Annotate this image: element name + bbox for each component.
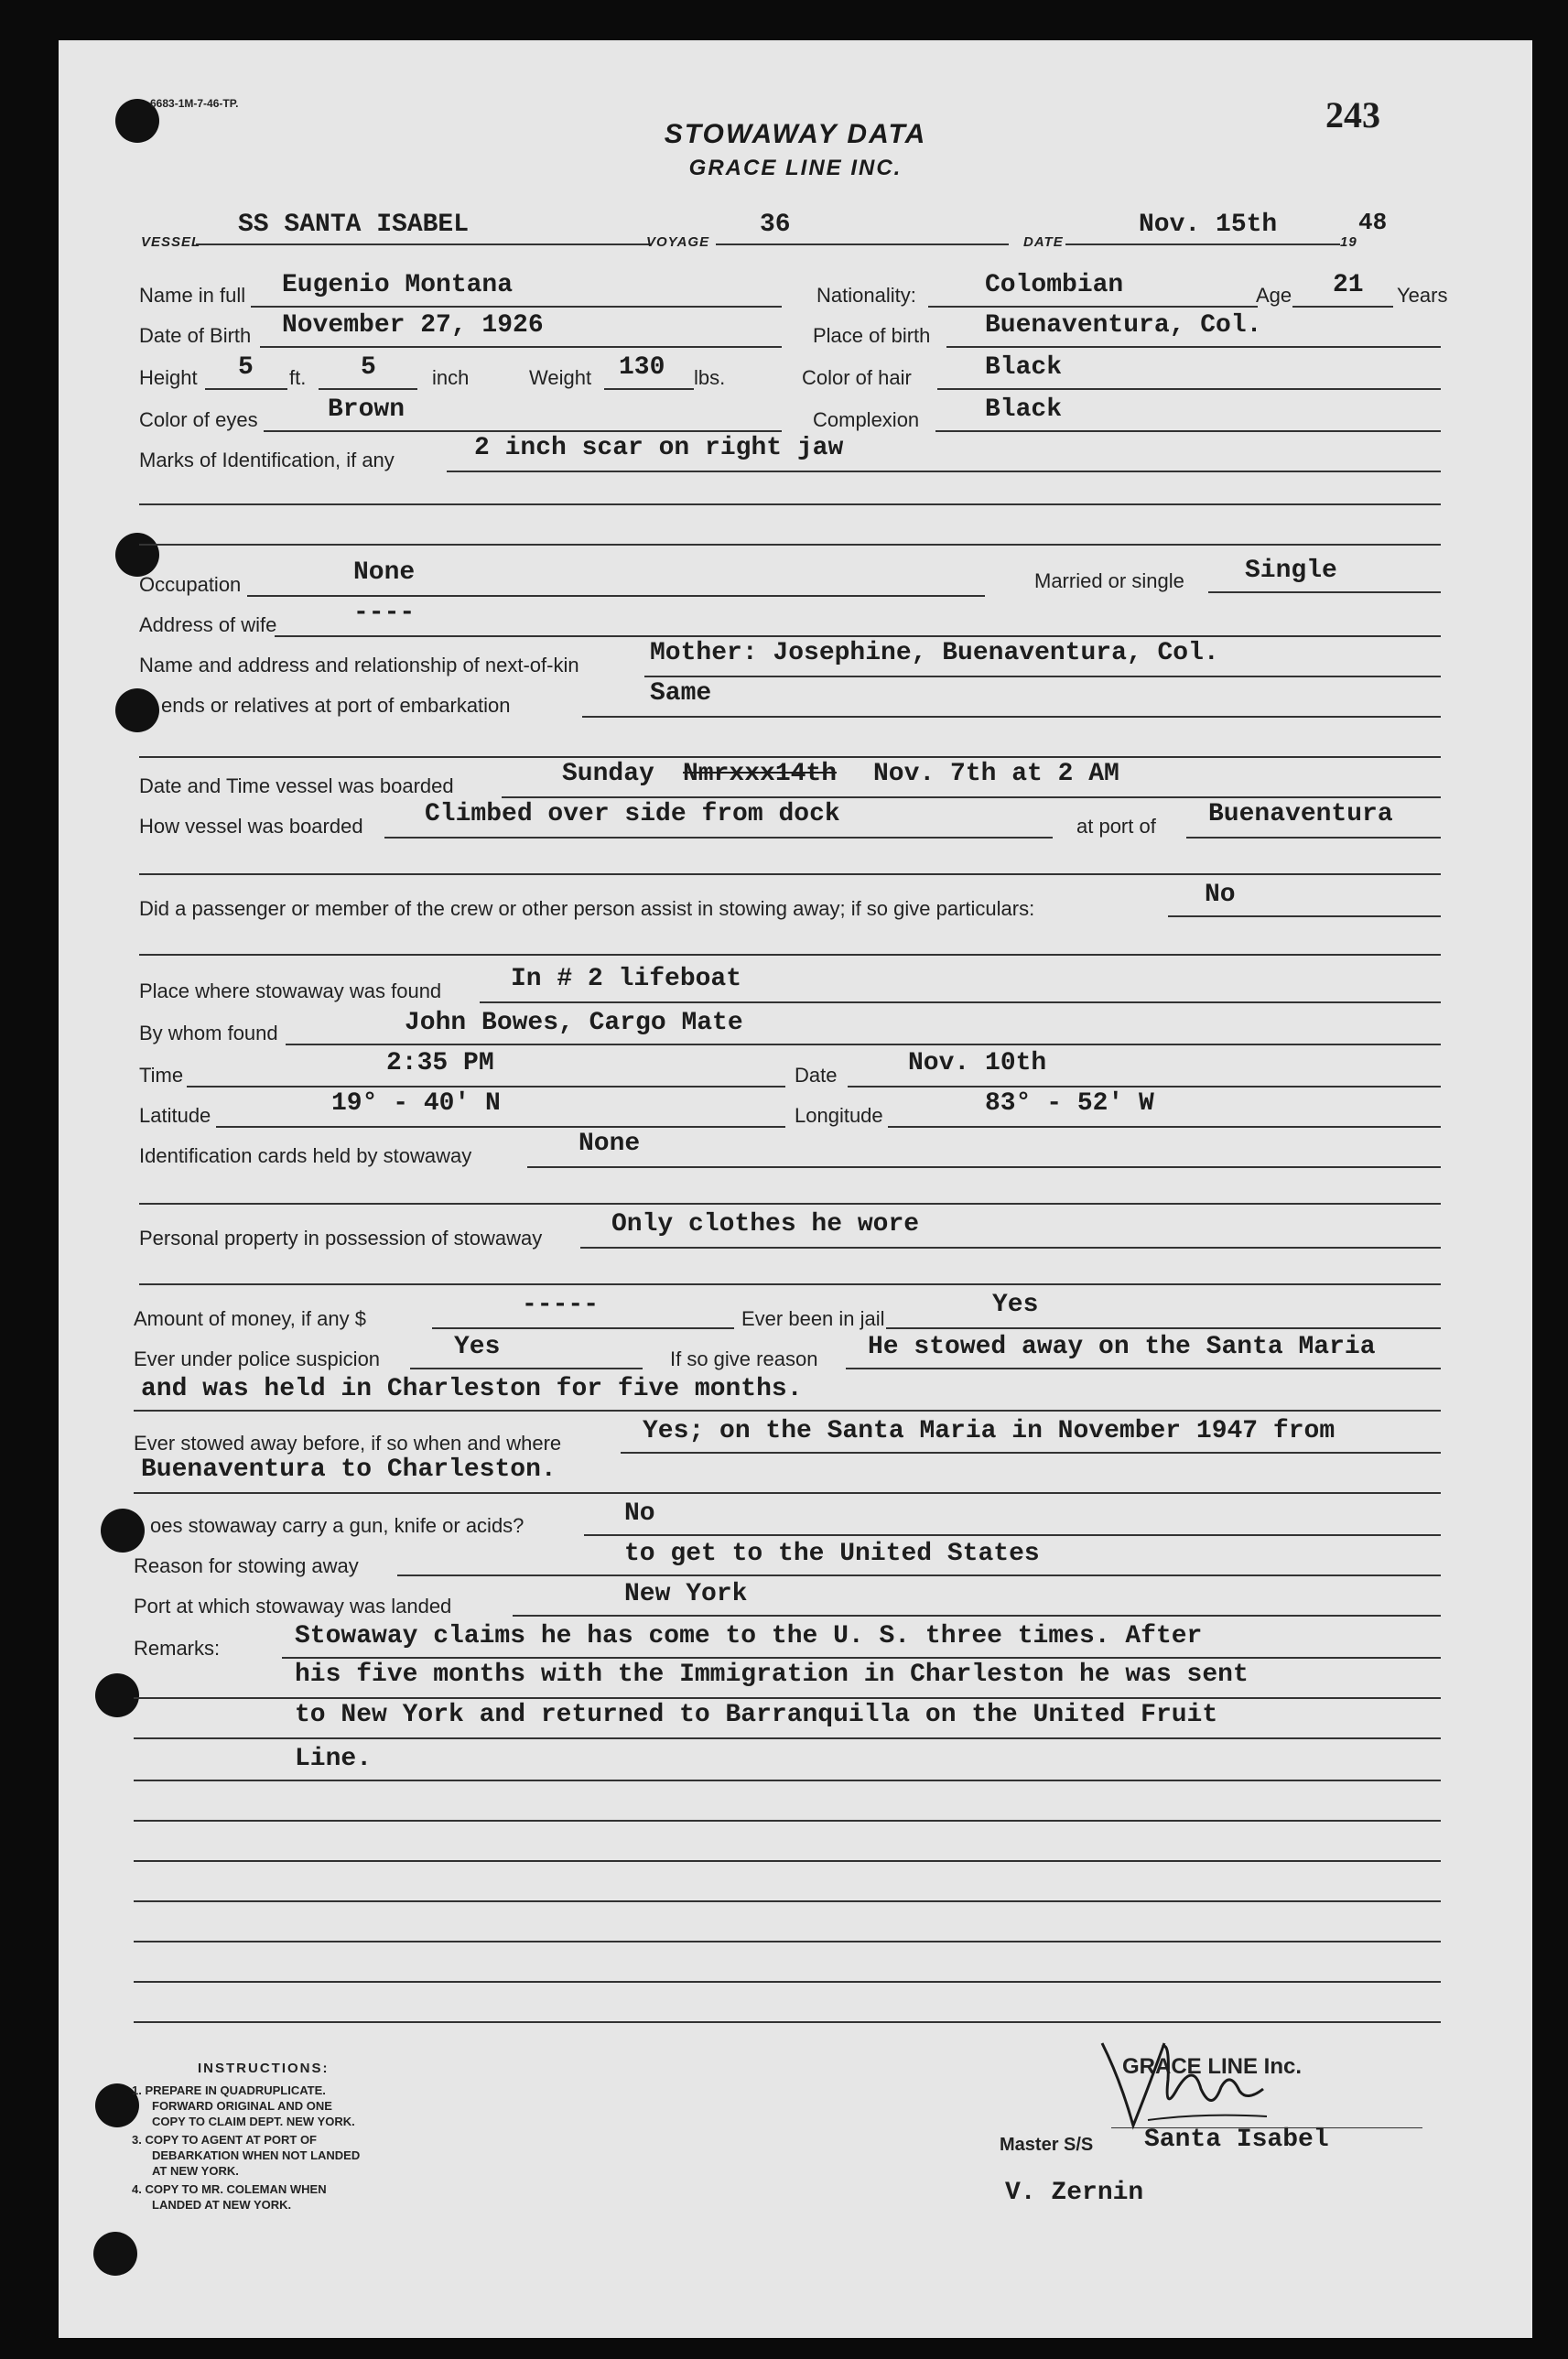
found-place-value: In # 2 lifeboat (511, 965, 742, 993)
instruction-3c: AT NEW YORK. (152, 2164, 239, 2178)
name-label: Name in full (139, 284, 246, 307)
before-line-1: Yes; on the Santa Maria in November 1947 from (643, 1417, 1336, 1445)
before-line-2: Buenaventura to Charleston. (141, 1455, 557, 1484)
reason-label: Reason for stowing away (134, 1554, 359, 1577)
lbs-label: lbs. (694, 366, 726, 389)
inch-label: inch (432, 366, 470, 389)
weight-label: Weight (529, 366, 592, 389)
jail-label: Ever been in jail (741, 1307, 885, 1330)
age-value: 21 (1333, 271, 1364, 299)
instructions-heading: INSTRUCTIONS: (198, 2061, 330, 2076)
dob-value: November 27, 1926 (282, 311, 544, 340)
nationality-value: Colombian (985, 271, 1124, 299)
signature-name: V. Zernin (1005, 2179, 1144, 2207)
eyes-label: Color of eyes (139, 408, 258, 431)
money-label: Amount of money, if any $ (134, 1307, 366, 1330)
vessel-value: SS SANTA ISABEL (238, 211, 470, 239)
hair-value: Black (985, 353, 1063, 382)
jail-value: Yes (992, 1291, 1039, 1319)
eyes-value: Brown (328, 395, 406, 424)
marks-value: 2 inch scar on right jaw (474, 434, 844, 462)
police-label: Ever under police suspicion (134, 1347, 381, 1370)
punch-hole (115, 688, 159, 732)
voyage-value: 36 (760, 211, 791, 239)
property-value: Only clothes he wore (611, 1210, 920, 1239)
remarks-label: Remarks: (134, 1637, 221, 1660)
kin-value: Mother: Josephine, Buenaventura, Col. (650, 639, 1219, 667)
punch-hole (101, 1509, 145, 1553)
married-label: Married or single (1034, 569, 1184, 592)
instruction-4a: 4. COPY TO MR. COLEMAN WHEN (132, 2182, 327, 2196)
landed-label: Port at which stowaway was landed (134, 1595, 452, 1618)
years-label: Years (1397, 284, 1448, 307)
instruction-3b: DEBARKATION WHEN NOT LANDED (152, 2148, 361, 2162)
occupation-label: Occupation (139, 573, 242, 596)
instruction-4b: LANDED AT NEW YORK. (152, 2198, 292, 2212)
date-found-value: Nov. 10th (908, 1049, 1047, 1077)
found-by-value: John Bowes, Cargo Mate (405, 1009, 743, 1037)
idcards-label: Identification cards held by stowaway (139, 1144, 472, 1167)
lat-label: Latitude (139, 1104, 211, 1127)
boarded-label: Date and Time vessel was boarded (139, 774, 454, 797)
year-prefix: 19 (1340, 234, 1357, 250)
assist-value: No (1205, 881, 1236, 909)
signature-company: GRACE LINE Inc. (1122, 2054, 1303, 2079)
remarks-line-1: Stowaway claims he has come to the U. S. three times. After (295, 1622, 1203, 1650)
reason-give-line-1: He stowed away on the Santa Maria (868, 1333, 1376, 1361)
instruction-1c: COPY TO CLAIM DEPT. NEW YORK. (152, 2115, 355, 2128)
complexion-value: Black (985, 395, 1063, 424)
found-by-label: By whom found (139, 1022, 278, 1044)
nationality-label: Nationality: (816, 284, 916, 307)
date-value: Nov. 15th (1139, 211, 1278, 239)
time-label: Time (139, 1064, 184, 1087)
remarks-line-4: Line. (295, 1745, 373, 1773)
punch-hole (95, 1673, 139, 1717)
port-of-label: at port of (1076, 815, 1156, 838)
idcards-value: None (579, 1130, 641, 1158)
long-value: 83° - 52' W (985, 1089, 1154, 1118)
pob-label: Place of birth (813, 324, 931, 347)
found-place-label: Place where stowaway was found (139, 979, 442, 1002)
instruction-1b: FORWARD ORIGINAL AND ONE (152, 2099, 332, 2113)
assist-label: Did a passenger or member of the crew or other person assist in stowing away; if so give particulars: (139, 897, 1035, 920)
weight-value: 130 (619, 353, 665, 382)
weapon-label: oes stowaway carry a gun, knife or acids? (150, 1514, 524, 1537)
year-value: 48 (1358, 209, 1388, 236)
boarded-value: Nov. 7th at 2 AM (873, 760, 1119, 788)
page-number: 243 (1325, 94, 1380, 135)
property-label: Personal property in possession of stowaway (139, 1227, 543, 1250)
police-value: Yes (454, 1333, 501, 1361)
occupation-value: None (353, 558, 416, 587)
punch-hole (115, 533, 159, 577)
kin-label: Name and address and relationship of next-of-kin (139, 654, 579, 676)
height-in-value: 5 (361, 353, 376, 382)
marks-label: Marks of Identification, if any (139, 449, 395, 471)
height-label: Height (139, 366, 198, 389)
how-value: Climbed over side from dock (425, 800, 840, 828)
ft-label: ft. (289, 366, 307, 389)
name-value: Eugenio Montana (282, 271, 514, 299)
friends-value: Same (650, 679, 712, 708)
before-label: Ever stowed away before, if so when and where (134, 1432, 562, 1455)
landed-value: New York (624, 1580, 748, 1608)
reason-give-label: If so give reason (670, 1347, 818, 1370)
age-label: Age (1256, 284, 1292, 307)
company-name: GRACE LINE INC. (688, 156, 903, 180)
time-value: 2:35 PM (386, 1049, 494, 1077)
punch-hole (93, 2232, 137, 2276)
money-value: ----- (522, 1291, 600, 1319)
wife-label: Address of wife (139, 613, 277, 636)
voyage-label: VOYAGE (646, 234, 710, 250)
vessel-label: VESSEL (141, 234, 201, 250)
instruction-1a: 1. PREPARE IN QUADRUPLICATE. (132, 2083, 326, 2097)
married-value: Single (1245, 557, 1337, 585)
long-label: Longitude (795, 1104, 883, 1127)
dob-label: Date of Birth (139, 324, 252, 347)
form-title: STOWAWAY DATA (664, 119, 927, 149)
weapon-value: No (624, 1499, 655, 1528)
remarks-line-2: his five months with the Immigration in Charleston he was sent (295, 1661, 1249, 1689)
height-ft-value: 5 (238, 353, 254, 382)
form-page (59, 40, 1532, 2338)
port-of-value: Buenaventura (1208, 800, 1393, 828)
date-found-label: Date (795, 1064, 838, 1087)
lat-value: 19° - 40' N (331, 1089, 501, 1118)
boarded-day: Sunday (562, 760, 654, 788)
form-code: 6683-1M-7-46-TP. (150, 97, 239, 110)
reason-value: to get to the United States (624, 1540, 1040, 1568)
hair-label: Color of hair (802, 366, 912, 389)
signature-ship: Santa Isabel (1144, 2126, 1329, 2154)
wife-value: ---- (353, 599, 416, 627)
complexion-label: Complexion (813, 408, 920, 431)
friends-label: ends or relatives at port of embarkation (161, 694, 511, 717)
pob-value: Buenaventura, Col. (985, 311, 1262, 340)
date-label: DATE (1023, 234, 1064, 250)
boarded-struck-text: Nmrxxx14th (683, 760, 838, 788)
how-label: How vessel was boarded (139, 815, 363, 838)
remarks-line-3: to New York and returned to Barranquilla on the United Fruit (295, 1701, 1218, 1729)
reason-give-line-2: and was held in Charleston for five months. (141, 1375, 803, 1403)
instruction-3a: 3. COPY TO AGENT AT PORT OF (132, 2133, 318, 2147)
master-label: Master S/S (1000, 2135, 1094, 2155)
